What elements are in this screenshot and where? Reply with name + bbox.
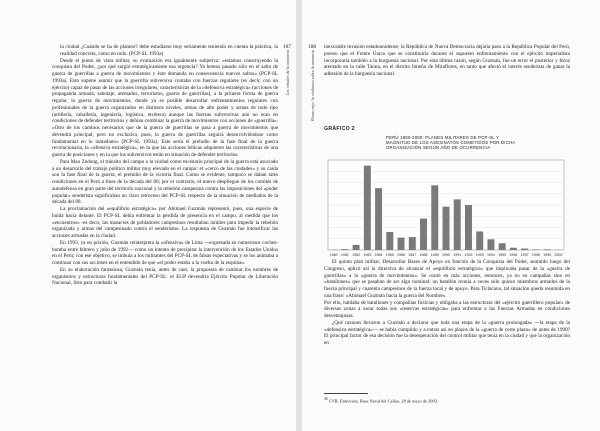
bar-1982 [353,245,360,250]
bar-1985 [386,232,393,250]
x-tick-label: 1985 [385,253,394,257]
bar-1998 [532,249,539,250]
bar-1988 [420,219,427,251]
bar-1981 [341,249,348,250]
x-tick-label: 1999 [543,253,552,257]
running-head-left: Los rituales de la memoria [285,50,290,96]
paragraph: Desde el punto de vista militar, su evaluación era igualmente subjetiva: «estamos construyendo la conquista del Poder, ¿por qué surgió estratégicamente esa urgencia? Ya hemos pasado sólo en el salto de guerra de guerrillas a guerra de movimientos y éste demanda en consecuencia nuevos saltos» (PCP-SL 1993a). Esto supone asumir que la guerrilla subversiva contaba con fuerzas regulares (es decir, con un ejército) capaz de pasar de las acciones irregulares, características de la «defensiva estratégica» (acciones de propaganda armada, sabotaje, atentados, terrorismo, guerra de guerrillas), a la primera forma de guerra regular, la guerra de movimientos, donde ya es posible desarrollar enfrentamientos regulares con profesionales de la guerra organizados en distintos niveles, armas de alto poder y armas de todo tipo (artillería, caballería, ingeniería, logística, etcétera) aunque las fuerzas subversivas aún no eran en condiciones de defender territorios y debían combinar la guerra de movimientos con acciones de «guerrilla». «Otro de los cambios necesarios que de la guerra de guerrillas se pasa a guerra de movimientos que devendrá principal, pero no exclusiva, pues, la guerra de guerrillas seguirá desenvolviéndose como fundamental en lo inmediato» (PCP-SL 1993a). Este sería el preludio de la fase final de la guerra revolucionaria, la «ofensiva estratégica», en la que las acciones bélicas adquieren las características de una guerra de posiciones y en la que los subversivos están en situación de defender territorios. [52,57,278,158]
bar-1986 [398,238,405,250]
paragraph: la ciudad ¿Cuándo se ha de planear? debe estudiarse muy seriamente teniendo en cuenta la práctica, la realidad concreta, como en todo. (PCP-SL 1993a) [60,44,278,57]
paragraph: Para Mao Zedong, el tránsito del campo a la ciudad como escenario principal de la guerra está asociado a un desarrollo del trabajo político militar muy elevado en el campo: el «cerco de las ciudades» y su caída son la fase final de la guerra, el preludio de la victoria final. Como se evidente, tampoco se daban tales condiciones en el Perú a fines de la década del 80; por el contrario, el nuevo despliegue de los comités de autodefensa en gran parte del territorio nacional y la rebelión campesina contra las imposiciones del «poder popular» senderista significaban un claro retroceso del PCP-SL respecto de la situación de mediados de la década del 80. [52,158,278,206]
page-number-right: 188 [308,44,317,50]
paragraph: inexorable invasión estadounidense; la República de Nueva Democracia dejaría paso a la República Popular del Perú, puesto que el Frente Único que se constituiría durante el supuesto enfrentamiento con el ejército imperialista incorporaría también a la burguesía nacional. Por esta última razón, según Guzmán, fue un error el posterior y feroz atentado en la calle Tarata, en el distrito limeño de Miraflores, en tanto que afectó el interés senderista de ganar la adhesión de la burguesía nacional. [324,44,570,77]
bar-1995 [499,243,506,250]
x-tick-label: 1995 [498,253,507,257]
paragraph: Por ello, hablaba de batallones y compañías ficticias y obligaba a las estructuras del «ejército guerrillero popular» de diversas zonas a sacar todas sus «reservas estratégicas» para enfrentar a las Fuerzas Armadas en condiciones desventajosas. [324,299,570,319]
x-tick-label: 1997 [520,253,529,257]
bar-1984 [375,188,382,250]
x-tick-label: 1987 [408,253,417,257]
bar-1999 [544,249,551,250]
right-page-body-bottom [324,259,570,347]
paragraph: En su elaboración fantasiosa, Guzmán tenía, antes de caer, la propuesta de cambiar los nombres de organismos y estructuras fundamentales del PCP-SL: el EGP devendría Ejército Popular de Liberación Nacional, listo para combatir la [52,266,278,287]
paragraph: El quinto plan militar, Desarrollar Bases de Apoyo en función de la Conquista del Poder, asumido luego del Congreso, aplicó así la directiva de alcanzar el «equilibrio estratégico» que implicaba pasar de la «guerra de guerrillas» a la «guerra de movimientos». Se contó en más acciones, entonces, ya no en campañas sino en «batallones» que se pasaban de ser algo nominal: un batallón reunía a veces sólo quince miembros armados de la fuerza principal y cuarenta campesinos de la fuerza local y de apoyo. Para Ticlacanu, tal situación queda resumida en una frase: «Abimael Guzmán hacía la guerra del Nombre». [324,259,570,299]
bar-1997 [521,249,528,250]
footnote-text: CVR. Entrevista. Base Naval del Callao, 28 de mayo de 2003. [328,398,438,404]
graph-label: GRÁFICO 2 [324,126,355,132]
x-tick-label: 1993 [475,253,484,257]
bar-1994 [487,239,494,250]
paragraph: ¿Qué razones llevaron a Guzmán a declarar que toda una etapa de la «guerra prolongada» —la etapa de la «defensiva estratégica»— se había cumplido y a entrar así en plazos de la «guerra de corto plazo» de antes de 1990? El principal factor de esa decisión fue la desesperación del control militar que tenía en la ciudad y que la organización en [324,319,570,346]
footnote-mark: 36 [324,397,328,401]
x-tick-label: 1990 [442,253,450,257]
left-page-body [52,44,278,287]
bar-1996 [510,248,517,250]
bar-1983 [364,166,371,250]
x-tick-label: 1998 [531,253,540,257]
chart-block [324,126,570,257]
x-tick-label: 1996 [509,253,518,257]
page-number-left: 187 [283,44,292,50]
graph-caption: PERÚ 1980-2000: PLANES MILITARES DE PCP-SL Y MAGNITUD DE LOS ASESINATOS COMETIDOS POR DICHA ORGANIZACIÓN SEGÚN AÑO DE OCURRENCIA [386,135,516,151]
bar-1990 [443,207,450,250]
x-tick-label: 1986 [397,253,406,257]
x-tick-label: 1980 [329,253,338,257]
x-tick-label: 1992 [464,253,473,257]
x-tick-label: 2000 [554,253,563,257]
x-tick-label: 1984 [374,253,383,257]
bar-chart [324,156,570,262]
x-tick-label: 1991 [453,253,462,257]
right-page [302,0,600,431]
running-head-right: Plomo rojo: la violencia sobre la memoria [310,50,315,122]
bar-1989 [431,185,438,250]
paragraph: La proclamación del «equilibrio estratégico» por Abimael Guzmán representó, pues, una especie de huida hacia delante. El PCP-SL debía enfrentar la pérdida de presencia en el campo, al medida que los «encuentros» -es decir, las masacres de pobladores campesinos resultaban inútiles para impedir la rebelión organizada y armas del campesinado contra el senderismo. La respuesta de Guzmán fue intensificar las acciones armadas en la ciudad. [52,206,278,239]
left-page [0,0,296,431]
bar-1993 [476,231,483,250]
bar-1987 [409,237,416,250]
x-tick-label: 1994 [486,253,495,257]
bar-1992 [465,205,472,250]
x-tick-label: 1983 [363,253,372,257]
bar-1991 [454,199,461,250]
x-tick-label: 1981 [340,253,349,257]
footnote-rule [324,393,368,394]
x-tick-label: 1988 [419,253,428,257]
footnote [324,397,438,403]
x-tick-label: 1989 [430,253,439,257]
x-tick-label: 1982 [352,253,361,257]
right-page-body-top [324,44,570,78]
paragraph: En 1993, ya en prisión, Guzmán reinterpreta la «ofensiva» de Lima —expresada en numerosos coches-bomba entre febrero y julio de 1992— como un intento de precipitar la intervención de los Estados Unidos en el Perú; con ese objetivo, se imbuía a los militantes del PCP-SL de falsas expectativas y se los animaba a continuar con sus acciones en el entendido de que «el poder estaba a la vuelta de la esquina». [52,239,278,266]
